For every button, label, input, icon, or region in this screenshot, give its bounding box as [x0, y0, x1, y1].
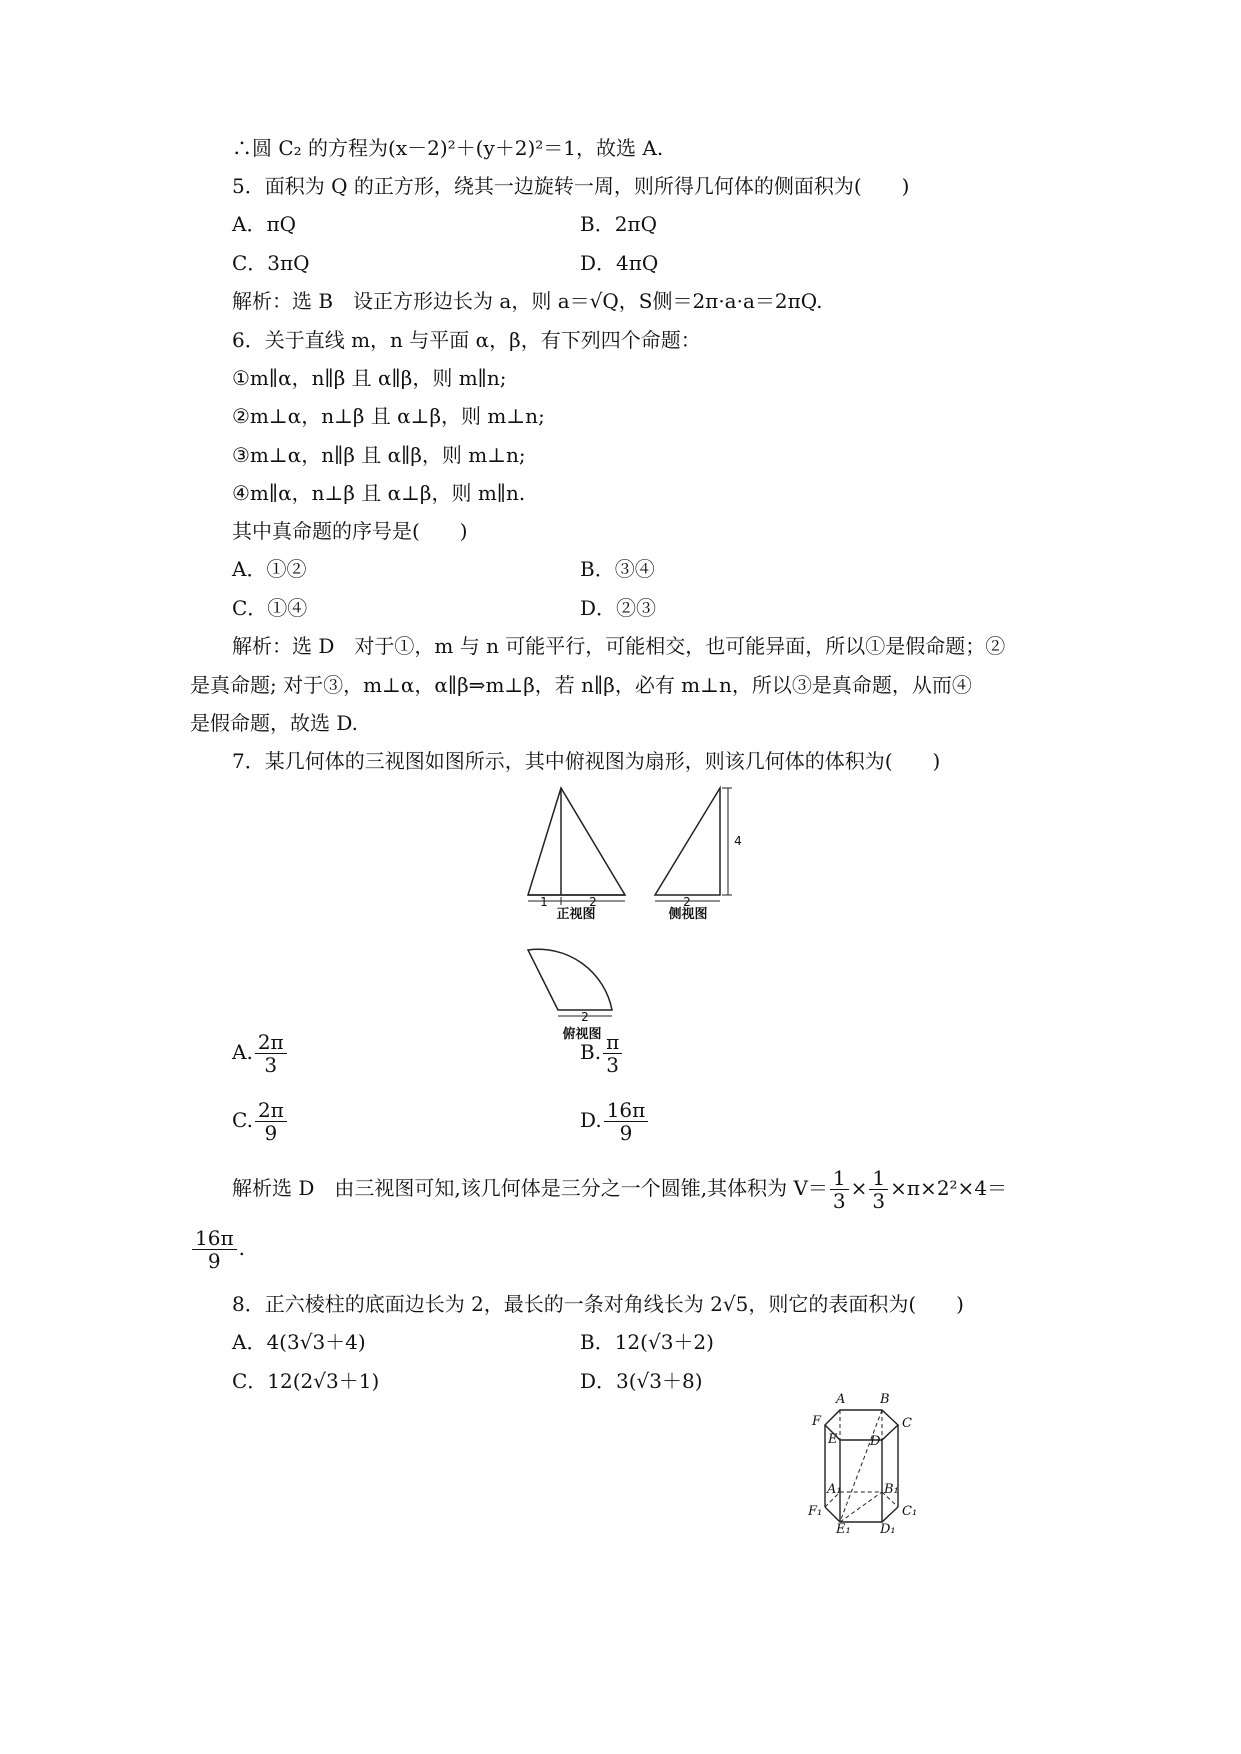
q6-option-a: A．①②: [232, 557, 307, 581]
q6-solution-line-2: 是真命题; 对于③，m⊥α，α∥β⇒m⊥β，若 n∥β，必有 m⊥n，所以③是真命题，从而④: [190, 673, 972, 697]
q7-option-b-numerator: π: [603, 1031, 622, 1054]
q8-stem: 8．正六棱柱的底面边长为 2，最长的一条对角线长为 2√5，则它的表面积为( ): [232, 1292, 964, 1316]
top-view-shape: [528, 949, 612, 1010]
vertex-label-a1: A₁: [827, 1482, 842, 1497]
q6-stem: 6．关于直线 m，n 与平面 α，β，有下列四个命题：: [232, 328, 701, 352]
vertex-label-d: D: [870, 1434, 881, 1449]
side-view-shape: [655, 788, 720, 895]
q7-option-c-denominator: 9: [264, 1121, 278, 1145]
side-view-label: 侧视图: [668, 907, 708, 922]
q6-option-c: C．①④: [232, 596, 308, 620]
q7-solution-result-numerator: 16π: [192, 1227, 237, 1250]
front-view-label: 正视图: [556, 907, 596, 922]
vertex-label-d1: D₁: [880, 1522, 896, 1537]
q7-option-c-label: C.: [232, 1108, 253, 1132]
vertex-label-f1: F₁: [808, 1504, 823, 1519]
vertex-label-e: E: [828, 1432, 838, 1447]
front-view-shape: [528, 788, 625, 895]
q7-solution: [232, 1166, 1007, 1212]
q7-solution-result-denominator: 9: [207, 1249, 221, 1273]
q7-solution-fraction-1-denominator: 3: [832, 1189, 846, 1213]
dim-side-base: 2: [683, 895, 691, 909]
q8-option-d: D．3(√3＋8): [580, 1369, 703, 1393]
q5-option-a: A．πQ: [232, 212, 296, 236]
q8-option-a: A．4(3√3＋4): [232, 1330, 366, 1354]
q6-proposition-4: ④m∥α，n⊥β 且 α⊥β，则 m∥n.: [232, 481, 526, 505]
q6-option-b: B．③④: [580, 557, 655, 581]
vertex-label-e1: E₁: [836, 1522, 851, 1537]
q6-option-d: D．②③: [580, 596, 657, 620]
top-view-label: 俯视图: [562, 1027, 602, 1042]
vertex-label-b: B: [880, 1392, 890, 1407]
dim-top-base: 2: [581, 1010, 589, 1024]
q7-option-a-label: A.: [232, 1040, 253, 1064]
q7-solution-fraction-1-numerator: 1: [830, 1167, 849, 1190]
q7-solution-times: ×: [850, 1176, 868, 1200]
q8-option-b: B．12(√3＋2): [580, 1330, 714, 1354]
q5-stem: 5．面积为 Q 的正方形，绕其一边旋转一周，则所得几何体的侧面积为( ): [232, 174, 910, 198]
vertex-label-a: A: [836, 1392, 846, 1407]
vertex-label-c: C: [902, 1416, 912, 1431]
q7-stem: 7．某几何体的三视图如图所示，其中俯视图为扇形，则该几何体的体积为( ): [232, 749, 941, 773]
q7-option-a: [232, 1030, 289, 1076]
q7-option-c-numerator: 2π: [255, 1099, 287, 1122]
q7-option-d-fraction: [604, 1099, 649, 1144]
dim-front-left: 1: [540, 895, 548, 909]
q7-option-d-label: D.: [580, 1108, 602, 1132]
q7-option-a-numerator: 2π: [255, 1031, 287, 1054]
vertex-label-f: F: [812, 1414, 822, 1429]
q6-solution-line-3: 是假命题，故选 D.: [190, 711, 359, 735]
vertex-label-b1: B₁: [884, 1482, 899, 1497]
q7-option-b-label: B.: [580, 1040, 602, 1064]
q5-option-d: D．4πQ: [580, 251, 659, 275]
vertex-label-c1: C₁: [902, 1504, 918, 1519]
q4-conclusion: ∴圆 C₂ 的方程为(x－2)²＋(y＋2)²＝1，故选 A.: [232, 136, 664, 160]
q5-option-b: B．2πQ: [580, 212, 657, 236]
q6-solution-line-1: 解析：选 D 对于①，m 与 n 可能平行，可能相交，也可能异面，所以①是假命题；②: [232, 634, 1006, 658]
q6-proposition-1: ①m∥α，n∥β 且 α∥β，则 m∥n;: [232, 366, 507, 390]
q7-option-a-denominator: 3: [264, 1053, 278, 1077]
dim-front-right: 2: [589, 895, 597, 909]
q6-question: 其中真命题的序号是( ): [232, 519, 468, 543]
q7-option-d-denominator: 9: [619, 1121, 633, 1145]
q5-option-c: C．3πQ: [232, 251, 310, 275]
dim-side-height: 4: [734, 834, 742, 848]
q7-option-c: [232, 1098, 289, 1144]
q6-proposition-2: ②m⊥α，n⊥β 且 α⊥β，则 m⊥n;: [232, 404, 545, 428]
q7-solution-period: .: [238, 1236, 245, 1260]
q7-solution-fraction-2: [869, 1167, 888, 1212]
q7-option-c-fraction: [255, 1099, 287, 1144]
q8-option-c: C．12(2√3＋1): [232, 1369, 380, 1393]
q7-solution-fraction-2-numerator: 1: [869, 1167, 888, 1190]
q7-option-d: [580, 1098, 650, 1144]
q6-proposition-3: ③m⊥α，n∥β 且 α∥β，则 m⊥n;: [232, 443, 526, 467]
q7-option-b-fraction: [603, 1031, 622, 1076]
q7-solution-result: [190, 1226, 245, 1272]
q7-option-a-fraction: [255, 1031, 287, 1076]
prism-vertex-labels: [800, 1392, 950, 1540]
q7-option-d-numerator: 16π: [604, 1099, 649, 1122]
q7-solution-fraction-2-denominator: 3: [872, 1189, 886, 1213]
q7-solution-text: 解析选 D 由三视图可知,该几何体是三分之一个圆锥,其体积为 V＝: [232, 1176, 828, 1200]
q7-solution-text-2: ×π×2²×4＝: [890, 1176, 1008, 1200]
three-view-figure: [520, 785, 760, 1055]
q7-solution-fraction-1: [830, 1167, 849, 1212]
q7-option-b-denominator: 3: [606, 1053, 619, 1077]
q5-solution: 解析：选 B 设正方形边长为 a，则 a＝√Q，S侧＝2π·a·a＝2πQ.: [232, 289, 823, 313]
q7-option-b: [580, 1030, 624, 1076]
q7-solution-result-fraction: [192, 1227, 237, 1272]
